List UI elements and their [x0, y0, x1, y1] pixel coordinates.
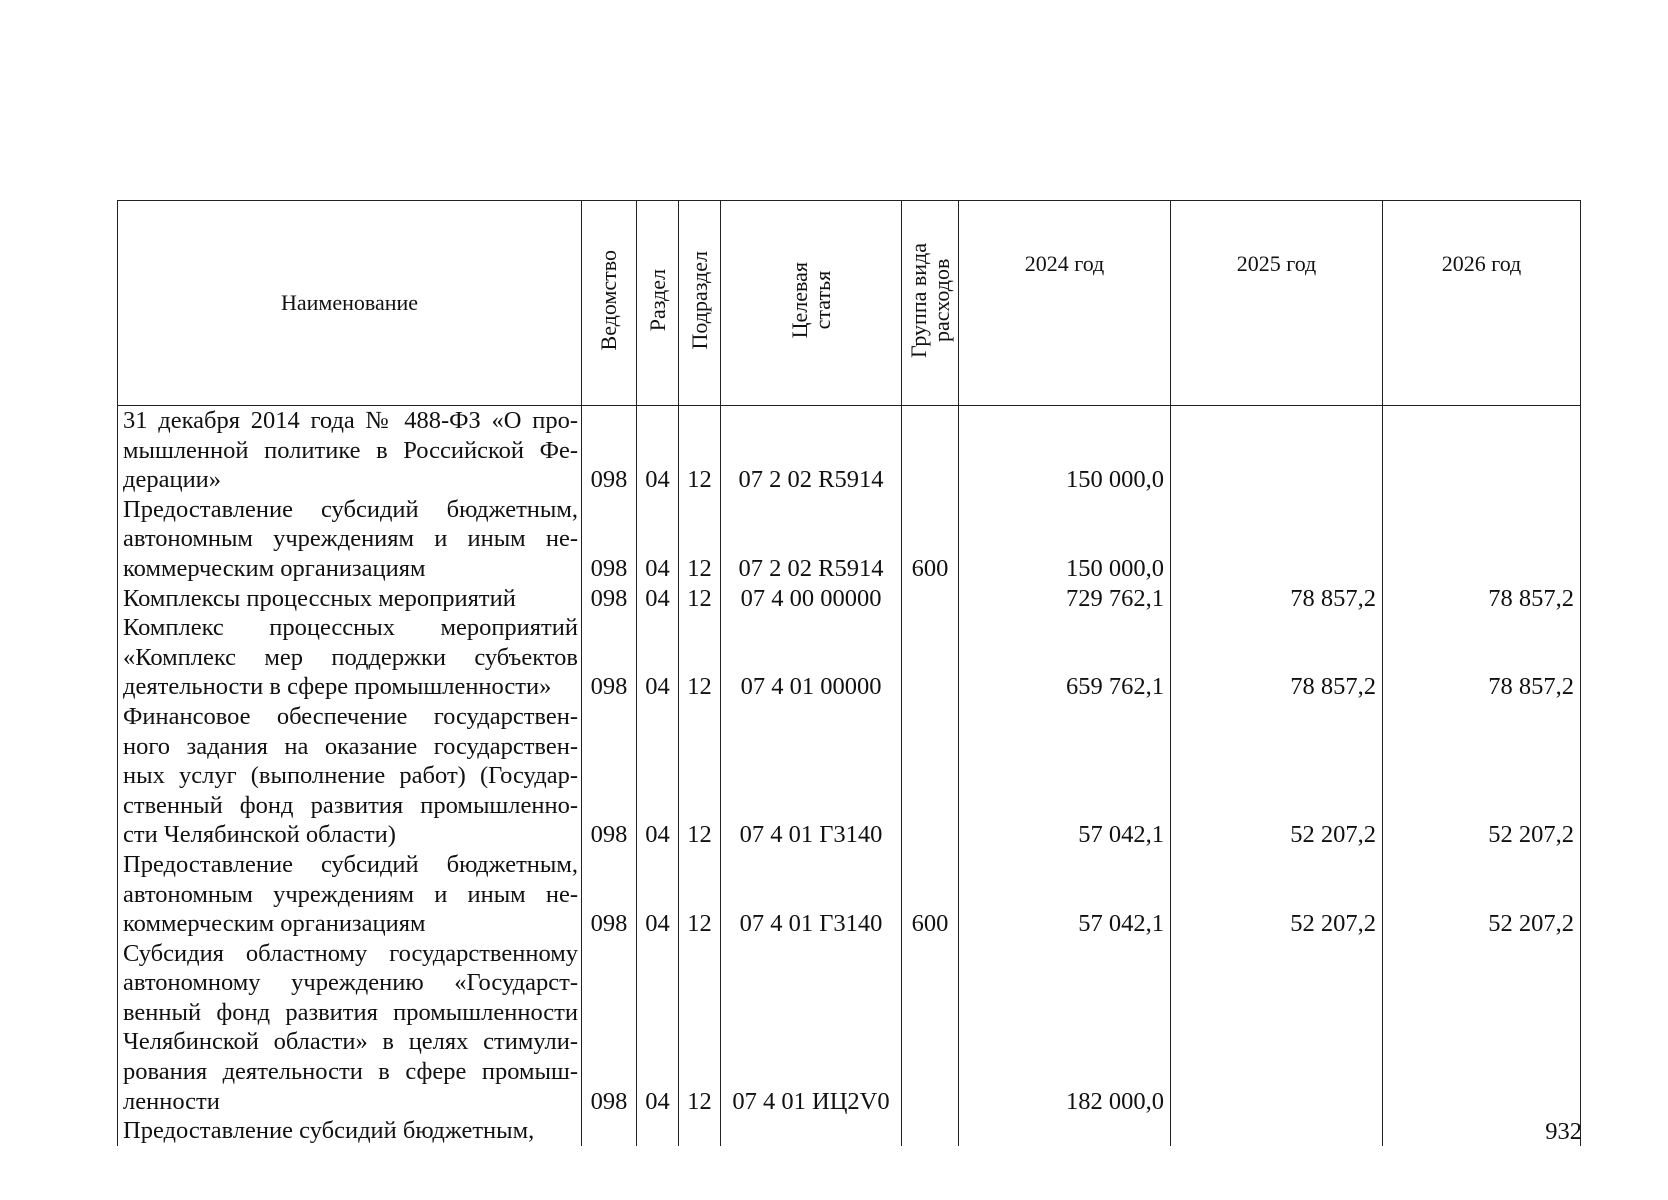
cell-2025: 52 207,2 [1171, 850, 1383, 939]
cell-gruppa: 600 [902, 495, 959, 584]
cell-2025: 78 857,2 [1171, 584, 1383, 614]
cell-celevaya: 07 2 02 R5914 [721, 495, 902, 584]
cell-2024: 659 762,1 [959, 613, 1171, 702]
header-2026-text: 2026 год [1441, 251, 1522, 276]
table-row [118, 702, 1581, 850]
cell-vedomstvo: 098 [582, 584, 637, 614]
cell-2024: 150 000,0 [959, 406, 1171, 495]
header-razdel [637, 201, 679, 406]
table-row [118, 1116, 1581, 1146]
cell-podrazdel: 12 [679, 939, 721, 1117]
cell-podrazdel [679, 1116, 721, 1146]
cell-2025 [1171, 939, 1383, 1117]
cell-razdel: 04 [637, 939, 679, 1117]
cell-gruppa [902, 613, 959, 702]
cell-2026: 52 207,2 [1383, 702, 1581, 850]
cell-razdel: 04 [637, 406, 679, 495]
cell-2025: 78 857,2 [1171, 613, 1383, 702]
cell-vedomstvo: 098 [582, 702, 637, 850]
cell-razdel: 04 [637, 495, 679, 584]
cell-podrazdel: 12 [679, 613, 721, 702]
cell-2025 [1171, 495, 1383, 584]
cell-celevaya: 07 4 00 00000 [721, 584, 902, 614]
cell-gruppa [902, 584, 959, 614]
cell-razdel: 04 [637, 702, 679, 850]
cell-name: Предоставление субсидий бюджетным, автономным учреждениям и иным не-коммерческим организациям [118, 850, 582, 939]
header-2025-text: 2025 год [1236, 251, 1317, 276]
cell-2026: 78 857,2 [1383, 584, 1581, 614]
cell-name: Предоставление субсидий бюджетным, автономным учреждениям и иным не-коммерческим организациям [118, 495, 582, 584]
cell-razdel: 04 [637, 613, 679, 702]
table-row [118, 939, 1581, 1117]
header-vedomstvo-text: Ведомство [596, 249, 622, 351]
cell-gruppa [902, 406, 959, 495]
cell-podrazdel: 12 [679, 406, 721, 495]
cell-vedomstvo [582, 1116, 637, 1146]
header-name [118, 201, 582, 406]
cell-vedomstvo: 098 [582, 406, 637, 495]
header-podrazdel-text: Подраздел [686, 250, 712, 350]
cell-2024 [959, 1116, 1171, 1146]
cell-celevaya: 07 4 01 Г3140 [721, 850, 902, 939]
cell-2025: 52 207,2 [1171, 702, 1383, 850]
cell-2024: 57 042,1 [959, 850, 1171, 939]
cell-vedomstvo: 098 [582, 495, 637, 584]
cell-2024: 150 000,0 [959, 495, 1171, 584]
cell-name: 31 декабря 2014 года № 488-ФЗ «О про-мышленной политике в Российской Фе-дерации» [118, 406, 582, 495]
cell-2026: 52 207,2 [1383, 850, 1581, 939]
cell-gruppa: 600 [902, 850, 959, 939]
cell-name: Предоставление субсидий бюджетным, [118, 1116, 582, 1146]
header-vedomstvo [582, 201, 637, 406]
cell-razdel: 04 [637, 850, 679, 939]
cell-2025 [1171, 406, 1383, 495]
header-2024 [959, 201, 1171, 406]
table-row [118, 850, 1581, 939]
cell-name: Комплексы процессных мероприятий [118, 584, 582, 614]
header-gruppa-text: Группа вида расходов [905, 242, 954, 358]
cell-razdel [637, 1116, 679, 1146]
cell-name: Комплекс процессных мероприятий «Комплекс мер поддержки субъектов деятельности в сфере промышленности» [118, 613, 582, 702]
cell-2026: 78 857,2 [1383, 613, 1581, 702]
cell-celevaya: 07 4 01 Г3140 [721, 702, 902, 850]
header-razdel-text: Раздел [644, 268, 670, 332]
header-name-text: Наименование [280, 290, 419, 315]
header-gruppa-vida-rashodov [902, 201, 959, 406]
header-2024-text: 2024 год [1024, 251, 1105, 276]
table-row [118, 613, 1581, 702]
cell-name: Финансовое обеспечение государствен-ного задания на оказание государствен-ных услуг (выполнение работ) (Государ-ственный фонд развития промышленно-сти Челябинской области) [118, 702, 582, 850]
cell-2024: 57 042,1 [959, 702, 1171, 850]
cell-name: Субсидия областному государственному автономному учреждению «Государст-венный фонд развития промышленности Челябинской области» в целях стимули-рования деятельности в сфере промыш-ленности [118, 939, 582, 1117]
cell-podrazdel: 12 [679, 702, 721, 850]
cell-vedomstvo: 098 [582, 850, 637, 939]
cell-2025 [1171, 1116, 1383, 1146]
cell-2026 [1383, 939, 1581, 1117]
header-2025 [1171, 201, 1383, 406]
table-row [118, 495, 1581, 584]
cell-2026 [1383, 495, 1581, 584]
table-row [118, 406, 1581, 495]
page-number: 932 [1545, 1118, 1582, 1145]
cell-celevaya [721, 1116, 902, 1146]
cell-gruppa [902, 702, 959, 850]
cell-celevaya: 07 2 02 R5914 [721, 406, 902, 495]
cell-gruppa [902, 939, 959, 1117]
header-podrazdel [679, 201, 721, 406]
cell-celevaya: 07 4 01 00000 [721, 613, 902, 702]
table-header-row [118, 201, 1581, 406]
header-celevaya-statya [721, 201, 902, 406]
cell-razdel: 04 [637, 584, 679, 614]
cell-podrazdel: 12 [679, 495, 721, 584]
cell-podrazdel: 12 [679, 584, 721, 614]
cell-2026 [1383, 406, 1581, 495]
budget-table [117, 200, 1581, 1146]
cell-2024: 182 000,0 [959, 939, 1171, 1117]
cell-podrazdel: 12 [679, 850, 721, 939]
cell-vedomstvo: 098 [582, 939, 637, 1117]
table-row [118, 584, 1581, 614]
header-2026 [1383, 201, 1581, 406]
cell-celevaya: 07 4 01 ИЦ2V0 [721, 939, 902, 1117]
cell-vedomstvo: 098 [582, 613, 637, 702]
cell-gruppa [902, 1116, 959, 1146]
cell-2024: 729 762,1 [959, 584, 1171, 614]
header-celevaya-text: Целевая статья [786, 261, 835, 339]
